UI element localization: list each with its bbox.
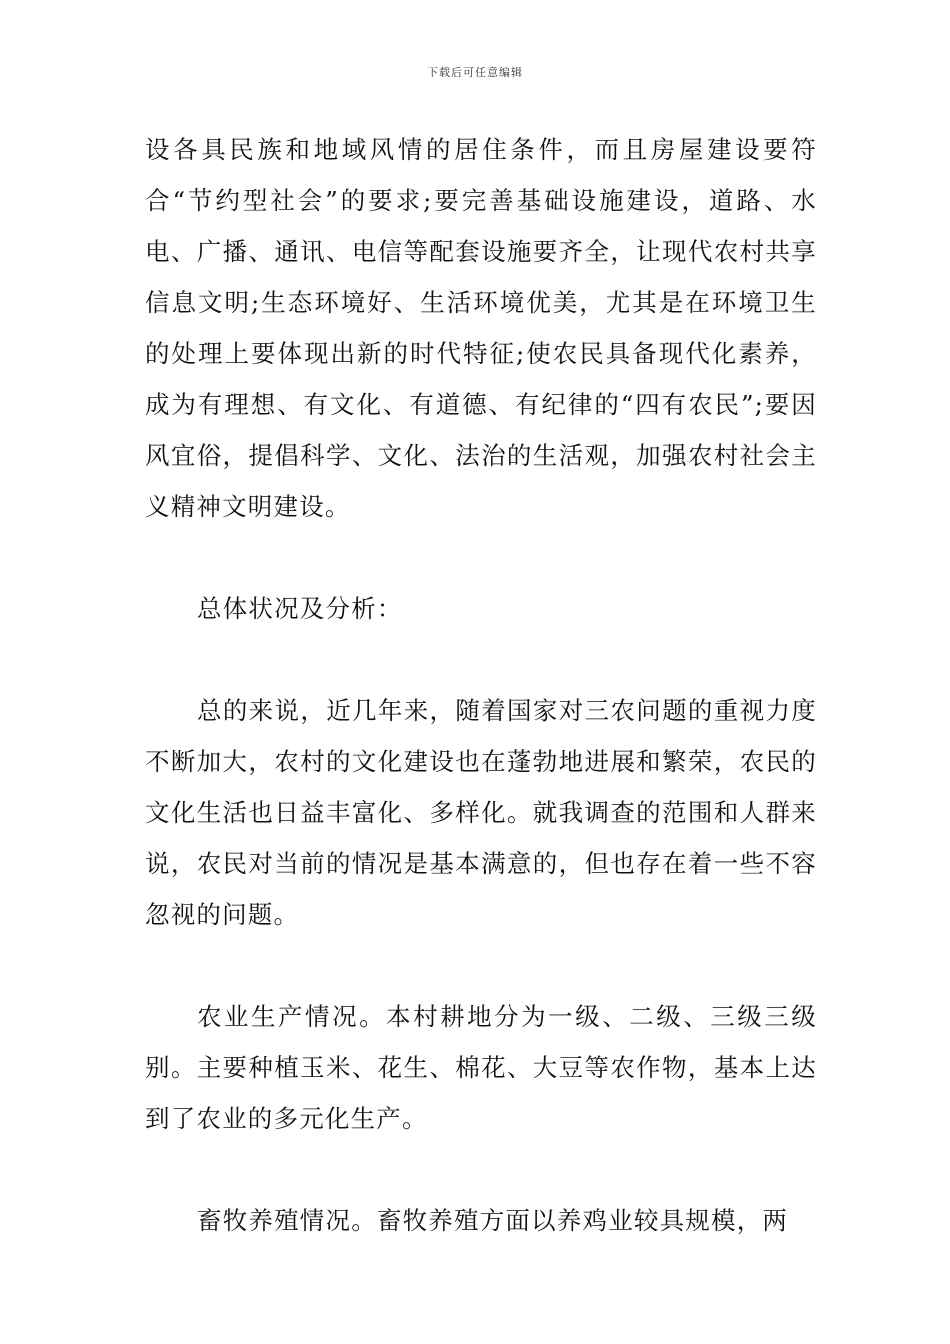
document-body: [145, 124, 817, 1246]
paragraph-continuation: 设各具民族和地域风情的居住条件，而且房屋建设要符合“节约型社会”的要求;要完善基础设施建设，道路、水电、广播、通讯、电信等配套设施要齐全，让现代农村共享信息文明;生态环境好、生活环境优美，尤其是在环境卫生的处理上要体现出新的时代特征;使农民具备现代化素养，成为有理想、有文化、有道德、有纪律的“四有农民”;要因风宜俗，提倡科学、文化、法治的生活观，加强农村社会主义精神文明建设。: [145, 135, 817, 521]
section-heading-overview: 总体状况及分析：: [197, 594, 403, 623]
paragraph-agriculture: 农业生产情况。本村耕地分为一级、二级、三级三级别。主要种植玉米、花生、棉花、大豆等农作物，基本上达到了农业的多元化生产。: [145, 1002, 817, 1133]
page-header-caption: 下载后可任意编辑: [427, 66, 523, 79]
paragraph-summary: 总的来说，近几年来，随着国家对三农问题的重视力度不断加大，农村的文化建设也在蓬勃地进展和繁荣，农民的文化生活也日益丰富化、多样化。就我调查的范围和人群来说，农民对当前的情况是基本满意的，但也存在着一些不容忽视的问题。: [145, 696, 817, 929]
paragraph-livestock: 畜牧养殖情况。畜牧养殖方面以养鸡业较具规模，两: [197, 1206, 789, 1235]
